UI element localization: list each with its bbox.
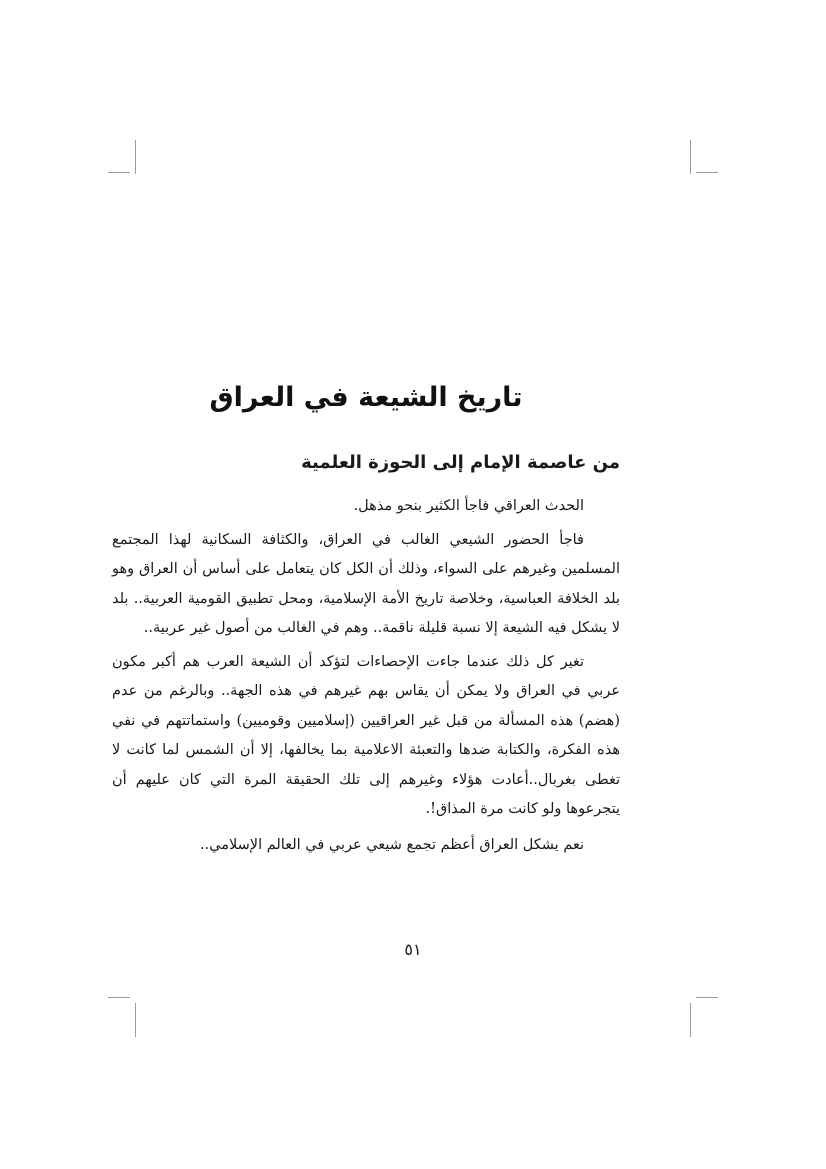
crop-mark-top-right-vertical [690, 140, 691, 174]
crop-mark-bottom-left-horizontal [108, 997, 130, 998]
crop-mark-top-right-horizontal [696, 172, 718, 173]
crop-mark-top-left-vertical [135, 140, 136, 174]
crop-mark-bottom-left-vertical [135, 1003, 136, 1037]
paragraph-3: تغير كل ذلك عندما جاءت الإحصاءات لتؤكد أن الشيعة العرب هم أكبر مكون عربي في العراق ولا يمكن أن يقاس بهم غيرهم في هذه الجهة.. وبالرغم من عدم (هضم) هذه المسألة من قبل غير العراقيين (إسلاميين وقوميين) واستماتتهم في نفي هذه الفكرة، والكتابة ضدها والتعبئة الاعلامية بما يخالفها، إلا أن الشمس لما كانت لا تغطى بغربال..أعادت هؤلاء وغيرهم إلى تلك الحقيقة المرة التي كان عليهم أن يتجرعوها ولو كانت مرة المذاق!. [112, 653, 620, 817]
crop-mark-top-left-horizontal [108, 172, 130, 173]
paragraph-4: نعم يشكل العراق أعظم تجمع شيعي عربي في العالم الإسلامي.. [199, 836, 584, 853]
page-number: ٥١ [404, 940, 422, 959]
crop-mark-bottom-right-horizontal [696, 997, 718, 998]
paragraph-2: فاجأ الحضور الشيعي الغالب في العراق، والكثافة السكانية لهذا المجتمع المسلمين وغيرهم على السواء، وذلك أن الكل كان يتعامل على أساس أن العراق وهو بلد الخلافة العباسية، وخلاصة تاريخ الأمة الإسلامية، ومحل تطبيق القومية العربية.. بلد لا يشكل فيه الشيعة إلا نسبة قليلة ناقمة.. وهم في الغالب من أصول غير عربية.. [112, 531, 620, 636]
page-body [112, 360, 620, 860]
crop-mark-bottom-right-vertical [690, 1003, 691, 1037]
section-heading: من عاصمة الإمام إلى الحوزة العلمية [301, 452, 620, 473]
paragraph-1: الحدث العراقي فاجأ الكثير بنحو مذهل. [353, 498, 584, 514]
chapter-title: تاريخ الشيعة في العراق [209, 382, 523, 413]
